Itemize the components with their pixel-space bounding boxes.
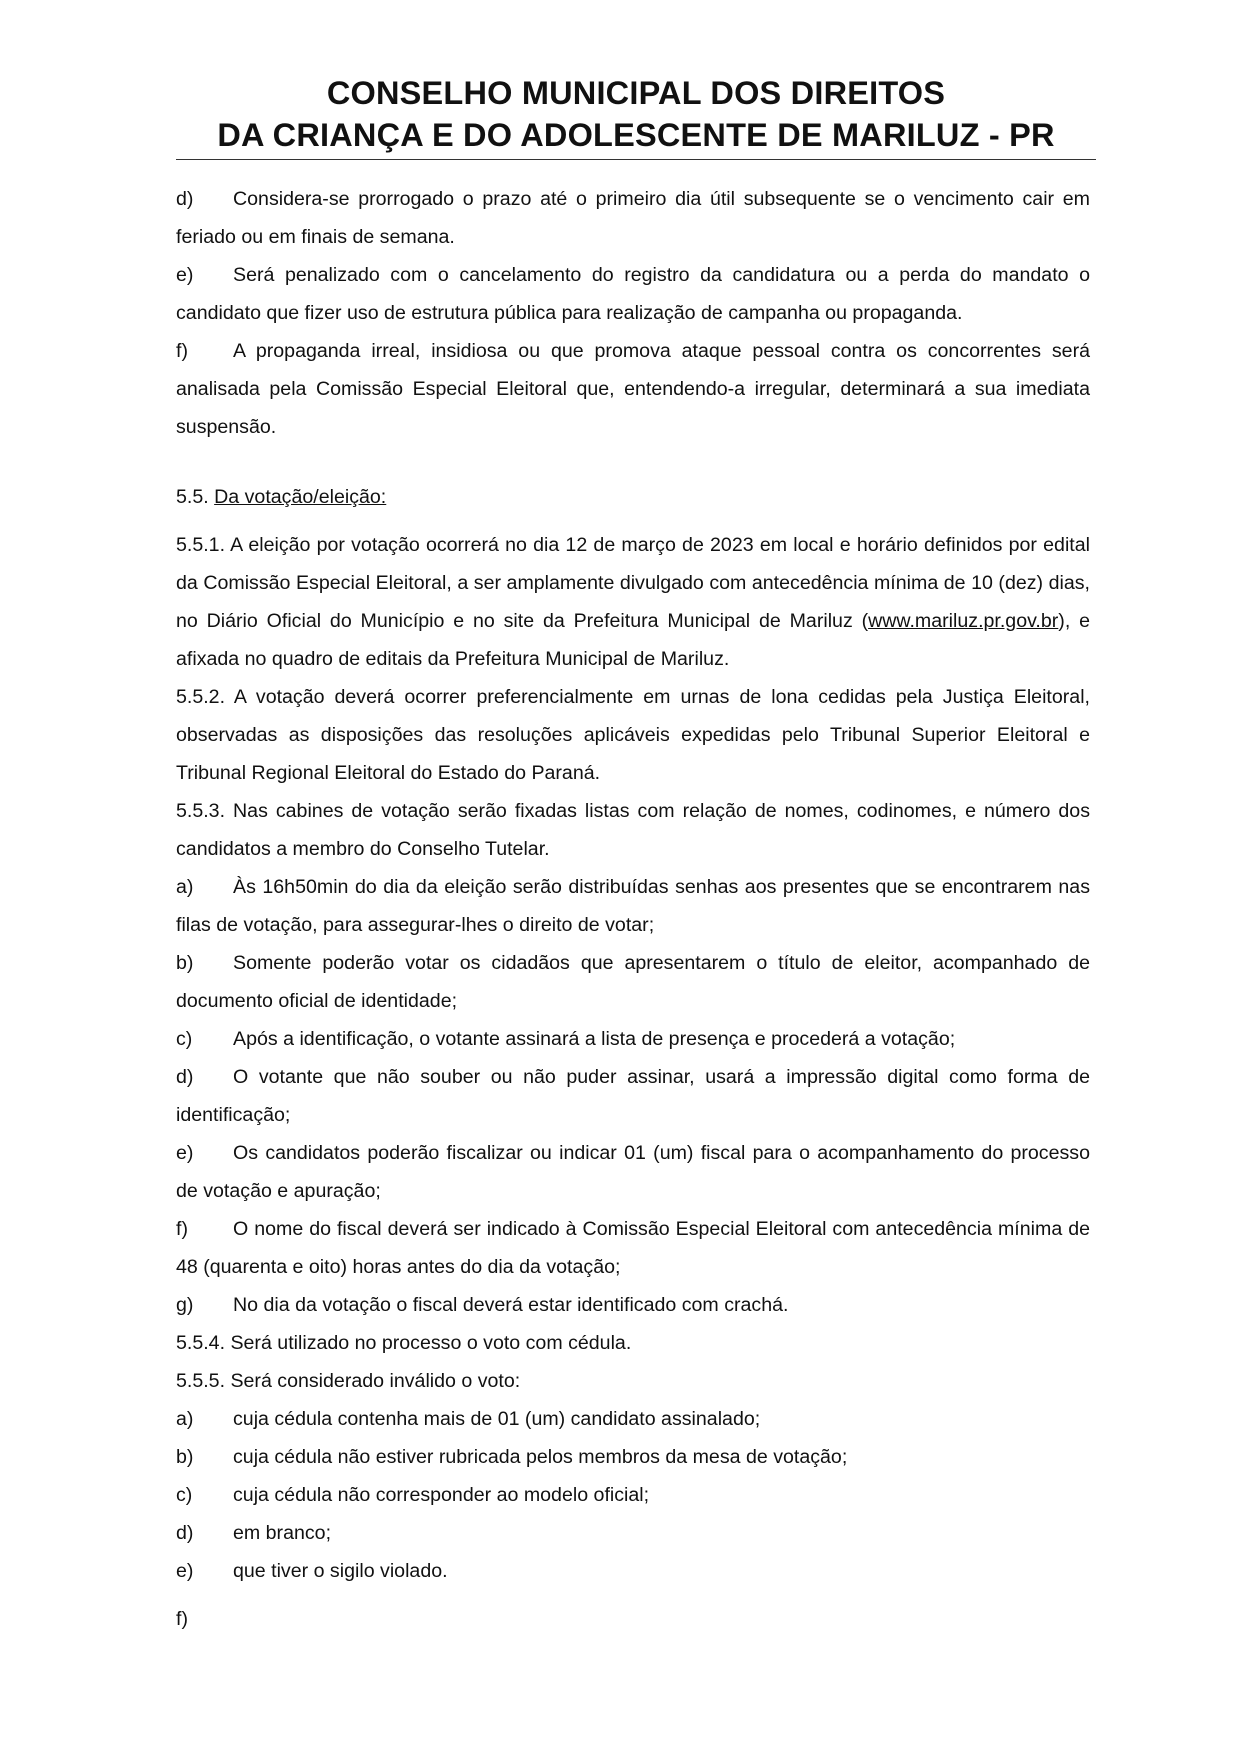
list-item (176, 1600, 1090, 1638)
item-text: Considera-se prorrogado o prazo até o primeiro dia útil subsequente se o vencimento cair em feriado ou em finais de semana. (176, 188, 1090, 248)
document-header (176, 72, 1096, 156)
item-label: c) (176, 1028, 193, 1050)
item-label: g) (176, 1294, 194, 1316)
list-item (176, 1286, 1090, 1324)
document-body (176, 180, 1090, 1638)
website-link[interactable]: www.mariluz.pr.gov.br (868, 610, 1059, 632)
paragraph-5-5-1 (176, 526, 1090, 678)
list-item (176, 332, 1090, 446)
list-item (176, 1514, 1090, 1552)
item-label: e) (176, 1142, 194, 1164)
list-item (176, 1058, 1090, 1134)
section-number: 5.5. (176, 486, 209, 508)
item-text: cuja cédula não estiver rubricada pelos membros da mesa de votação; (233, 1446, 848, 1468)
item-text: No dia da votação o fiscal deverá estar identificado com crachá. (233, 1294, 789, 1316)
item-label: d) (176, 1066, 194, 1088)
paragraph-5-5-4: 5.5.4. Será utilizado no processo o voto com cédula. (176, 1332, 632, 1354)
spacer (176, 446, 1090, 478)
item-text: Será penalizado com o cancelamento do registro da candidatura ou a perda do mandato o candidato que fizer uso de estrutura pública para realização de campanha ou propaganda. (176, 264, 1090, 324)
spacer (176, 516, 1090, 526)
item-label: d) (176, 188, 194, 210)
item-text: O votante que não souber ou não puder assinar, usará a impressão digital como forma de identificação; (176, 1066, 1090, 1126)
item-label: e) (176, 264, 194, 286)
section-heading (176, 478, 1090, 516)
item-text: O nome do fiscal deverá ser indicado à Comissão Especial Eleitoral com antecedência mínima de 48 (quarenta e oito) horas antes do dia da votação; (176, 1218, 1090, 1278)
header-divider (176, 159, 1096, 160)
list-item (176, 1552, 1090, 1590)
list-item (176, 868, 1090, 944)
paragraph-5-5-3: 5.5.3. Nas cabines de votação serão fixadas listas com relação de nomes, codinomes, e número dos candidatos a membro do Conselho Tutelar. (176, 800, 1090, 860)
item-label: f) (176, 1218, 188, 1240)
section-title: Da votação/eleição: (214, 486, 387, 508)
list-item (176, 180, 1090, 256)
list-item (176, 1400, 1090, 1438)
item-label: b) (176, 1446, 194, 1468)
paragraph-5-5-5: 5.5.5. Será considerado inválido o voto: (176, 1370, 521, 1392)
item-label: f) (176, 1608, 188, 1630)
list-item (176, 944, 1090, 1020)
header-title-line-2: DA CRIANÇA E DO ADOLESCENTE DE MARILUZ - PR (217, 117, 1055, 153)
item-text: Os candidatos poderão fiscalizar ou indicar 01 (um) fiscal para o acompanhamento do processo de votação e apuração; (176, 1142, 1090, 1202)
list-item (176, 1210, 1090, 1286)
item-label: e) (176, 1560, 194, 1582)
item-text: Após a identificação, o votante assinará a lista de presença e procederá a votação; (233, 1028, 956, 1050)
item-label: d) (176, 1522, 194, 1544)
item-label: b) (176, 952, 194, 974)
item-text: cuja cédula não corresponder ao modelo oficial; (233, 1484, 650, 1506)
list-item (176, 1020, 1090, 1058)
spacer (176, 1590, 1090, 1600)
list-item (176, 1476, 1090, 1514)
item-label: a) (176, 876, 194, 898)
list-item (176, 1134, 1090, 1210)
paragraph-5-5-2: 5.5.2. A votação deverá ocorrer preferencialmente em urnas de lona cedidas pela Justiça Eleitoral, observadas as disposições das resoluções aplicáveis expedidas pelo Tribunal Superior Eleitoral e Tribunal Regional Eleitoral do Estado do Paraná. (176, 686, 1090, 784)
item-label: c) (176, 1484, 193, 1506)
item-text: Às 16h50min do dia da eleição serão distribuídas senhas aos presentes que se encontrarem nas filas de votação, para assegurar-lhes o direito de votar; (176, 876, 1090, 936)
header-title-line-1: CONSELHO MUNICIPAL DOS DIREITOS (326, 75, 946, 111)
item-text: Somente poderão votar os cidadãos que apresentarem o título de eleitor, acompanhado de documento oficial de identidade; (176, 952, 1090, 1012)
item-text: que tiver o sigilo violado. (233, 1560, 448, 1582)
item-text: A propaganda irreal, insidiosa ou que promova ataque pessoal contra os concorrentes será analisada pela Comissão Especial Eleitoral que, entendendo-a irregular, determinará a sua imediata suspensão. (176, 340, 1090, 438)
item-label: a) (176, 1408, 194, 1430)
list-item (176, 1438, 1090, 1476)
item-text: cuja cédula contenha mais de 01 (um) candidato assinalado; (233, 1408, 761, 1430)
item-text: em branco; (233, 1522, 332, 1544)
paragraph-text: ), e afixada no quadro de editais da Prefeitura Municipal de Mariluz. (176, 610, 1091, 670)
paragraph-text: 5.5.1. A eleição por votação ocorrerá no dia 12 de março de 2023 em local e horário definidos por edital da Comissão Especial Eleitoral, a ser amplamente divulgado com antecedência mínima de 10 (dez) dias, no Diário Oficial do Município e no site da Prefeitura Municipal de Mariluz ( (176, 534, 1090, 632)
item-label: f) (176, 340, 188, 362)
list-item (176, 256, 1090, 332)
